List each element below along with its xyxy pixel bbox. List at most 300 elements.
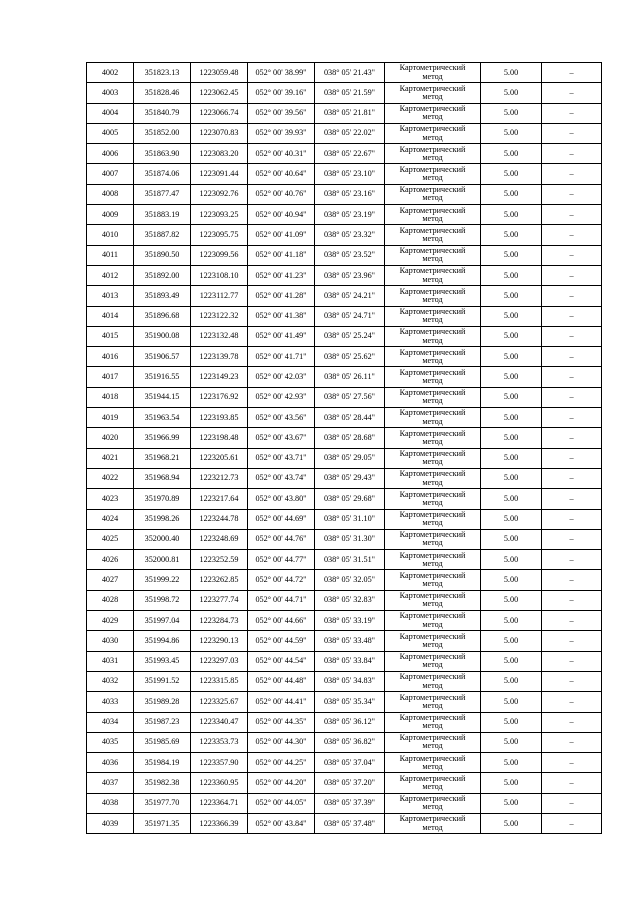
- table-row: [87, 611, 602, 631]
- x-coordinate-cell: 351998.26: [134, 509, 191, 529]
- method-line-1: Картометрический: [399, 205, 466, 215]
- note-cell: –: [542, 367, 602, 387]
- latitude-cell: 052° 00' 44.71": [248, 590, 315, 610]
- y-coordinate-cell: 1223066.74: [191, 103, 248, 123]
- method-line-2: метод: [422, 822, 443, 832]
- point-number-cell: 4012: [87, 265, 134, 285]
- method-cell: [385, 732, 481, 752]
- accuracy-cell: 5.00: [481, 367, 542, 387]
- x-coordinate-cell: 351893.49: [134, 286, 191, 306]
- accuracy-cell: 5.00: [481, 428, 542, 448]
- accuracy-cell: 5.00: [481, 184, 542, 204]
- method-line-2: метод: [422, 660, 443, 670]
- table-body: [87, 63, 602, 834]
- method-line-2: метод: [422, 599, 443, 609]
- table-row: [87, 590, 602, 610]
- accuracy-cell: 5.00: [481, 245, 542, 265]
- y-coordinate-cell: 1223108.10: [191, 265, 248, 285]
- method-line-1: Картометрический: [399, 367, 466, 377]
- method-cell: [385, 712, 481, 732]
- table-row: [87, 570, 602, 590]
- latitude-cell: 052° 00' 44.30": [248, 732, 315, 752]
- accuracy-cell: 5.00: [481, 103, 542, 123]
- method-line-2: метод: [422, 761, 443, 771]
- method-cell: [385, 367, 481, 387]
- latitude-cell: 052° 00' 43.71": [248, 448, 315, 468]
- longitude-cell: 038° 05' 27.56": [315, 387, 385, 407]
- longitude-cell: 038° 05' 26.11": [315, 367, 385, 387]
- x-coordinate-cell: 351993.45: [134, 651, 191, 671]
- x-coordinate-cell: 351999.22: [134, 570, 191, 590]
- point-number-cell: 4036: [87, 753, 134, 773]
- longitude-cell: 038° 05' 36.82": [315, 732, 385, 752]
- longitude-cell: 038° 05' 23.16": [315, 184, 385, 204]
- method-cell: [385, 570, 481, 590]
- accuracy-cell: 5.00: [481, 671, 542, 691]
- accuracy-cell: 5.00: [481, 529, 542, 549]
- longitude-cell: 038° 05' 21.59": [315, 83, 385, 103]
- accuracy-cell: 5.00: [481, 590, 542, 610]
- note-cell: –: [542, 164, 602, 184]
- point-number-cell: 4015: [87, 326, 134, 346]
- longitude-cell: 038° 05' 23.10": [315, 164, 385, 184]
- method-line-1: Картометрический: [399, 408, 466, 418]
- y-coordinate-cell: 1223132.48: [191, 326, 248, 346]
- x-coordinate-cell: 351863.90: [134, 144, 191, 164]
- method-cell: [385, 631, 481, 651]
- point-number-cell: 4025: [87, 529, 134, 549]
- method-line-1: Картометрический: [399, 286, 466, 296]
- x-coordinate-cell: 352000.81: [134, 550, 191, 570]
- y-coordinate-cell: 1223122.32: [191, 306, 248, 326]
- table-row: [87, 103, 602, 123]
- method-line-2: метод: [422, 477, 443, 487]
- latitude-cell: 052° 00' 40.64": [248, 164, 315, 184]
- table-row: [87, 631, 602, 651]
- x-coordinate-cell: 351828.46: [134, 83, 191, 103]
- point-number-cell: 4023: [87, 489, 134, 509]
- method-line-2: метод: [422, 234, 443, 244]
- x-coordinate-cell: 351982.38: [134, 773, 191, 793]
- note-cell: –: [542, 590, 602, 610]
- accuracy-cell: 5.00: [481, 712, 542, 732]
- method-line-1: Картометрический: [399, 509, 466, 519]
- accuracy-cell: 5.00: [481, 225, 542, 245]
- note-cell: –: [542, 326, 602, 346]
- longitude-cell: 038° 05' 25.62": [315, 347, 385, 367]
- method-line-2: метод: [422, 132, 443, 142]
- x-coordinate-cell: 351823.13: [134, 63, 191, 83]
- x-coordinate-cell: 351987.23: [134, 712, 191, 732]
- x-coordinate-cell: 351890.50: [134, 245, 191, 265]
- point-number-cell: 4027: [87, 570, 134, 590]
- method-cell: [385, 144, 481, 164]
- longitude-cell: 038° 05' 31.10": [315, 509, 385, 529]
- x-coordinate-cell: 351877.47: [134, 184, 191, 204]
- method-line-1: Картометрический: [399, 672, 466, 682]
- y-coordinate-cell: 1223205.61: [191, 448, 248, 468]
- table-row: [87, 63, 602, 83]
- method-cell: [385, 63, 481, 83]
- latitude-cell: 052° 00' 41.09": [248, 225, 315, 245]
- table-row: [87, 489, 602, 509]
- longitude-cell: 038° 05' 32.83": [315, 590, 385, 610]
- accuracy-cell: 5.00: [481, 448, 542, 468]
- method-line-1: Картометрический: [399, 530, 466, 540]
- longitude-cell: 038° 05' 28.68": [315, 428, 385, 448]
- method-line-2: метод: [422, 802, 443, 812]
- method-cell: [385, 793, 481, 813]
- method-cell: [385, 164, 481, 184]
- longitude-cell: 038° 05' 33.84": [315, 651, 385, 671]
- method-line-2: метод: [422, 193, 443, 203]
- note-cell: –: [542, 408, 602, 428]
- x-coordinate-cell: 351998.72: [134, 590, 191, 610]
- note-cell: –: [542, 611, 602, 631]
- y-coordinate-cell: 1223353.73: [191, 732, 248, 752]
- method-cell: [385, 529, 481, 549]
- longitude-cell: 038° 05' 24.21": [315, 286, 385, 306]
- latitude-cell: 052° 00' 42.03": [248, 367, 315, 387]
- method-line-2: метод: [422, 436, 443, 446]
- note-cell: –: [542, 123, 602, 143]
- table-row: [87, 164, 602, 184]
- y-coordinate-cell: 1223315.85: [191, 671, 248, 691]
- longitude-cell: 038° 05' 24.71": [315, 306, 385, 326]
- method-line-1: Картометрический: [399, 388, 466, 398]
- point-number-cell: 4034: [87, 712, 134, 732]
- note-cell: –: [542, 489, 602, 509]
- accuracy-cell: 5.00: [481, 387, 542, 407]
- note-cell: –: [542, 732, 602, 752]
- method-line-2: метод: [422, 112, 443, 122]
- method-line-2: метод: [422, 152, 443, 162]
- longitude-cell: 038° 05' 31.30": [315, 529, 385, 549]
- method-line-1: Картометрический: [399, 753, 466, 763]
- x-coordinate-cell: 351963.54: [134, 408, 191, 428]
- method-line-2: метод: [422, 639, 443, 649]
- method-cell: [385, 671, 481, 691]
- table-row: [87, 692, 602, 712]
- longitude-cell: 038° 05' 37.04": [315, 753, 385, 773]
- y-coordinate-cell: 1223277.74: [191, 590, 248, 610]
- note-cell: –: [542, 63, 602, 83]
- point-number-cell: 4020: [87, 428, 134, 448]
- y-coordinate-cell: 1223176.92: [191, 387, 248, 407]
- method-line-2: метод: [422, 619, 443, 629]
- note-cell: –: [542, 306, 602, 326]
- method-line-2: метод: [422, 91, 443, 101]
- note-cell: –: [542, 651, 602, 671]
- table-row: [87, 712, 602, 732]
- longitude-cell: 038° 05' 32.05": [315, 570, 385, 590]
- method-cell: [385, 692, 481, 712]
- latitude-cell: 052° 00' 43.74": [248, 468, 315, 488]
- point-number-cell: 4035: [87, 732, 134, 752]
- x-coordinate-cell: 351984.19: [134, 753, 191, 773]
- accuracy-cell: 5.00: [481, 83, 542, 103]
- latitude-cell: 052° 00' 44.59": [248, 631, 315, 651]
- method-line-1: Картометрический: [399, 246, 466, 256]
- point-number-cell: 4028: [87, 590, 134, 610]
- note-cell: –: [542, 671, 602, 691]
- x-coordinate-cell: 351852.00: [134, 123, 191, 143]
- method-cell: [385, 611, 481, 631]
- method-line-2: метод: [422, 457, 443, 467]
- note-cell: –: [542, 793, 602, 813]
- y-coordinate-cell: 1223325.67: [191, 692, 248, 712]
- method-line-1: Картометрический: [399, 449, 466, 459]
- note-cell: –: [542, 773, 602, 793]
- y-coordinate-cell: 1223360.95: [191, 773, 248, 793]
- note-cell: –: [542, 570, 602, 590]
- latitude-cell: 052° 00' 43.67": [248, 428, 315, 448]
- method-line-2: метод: [422, 416, 443, 426]
- x-coordinate-cell: 352000.40: [134, 529, 191, 549]
- method-line-1: Картометрический: [399, 164, 466, 174]
- method-cell: [385, 123, 481, 143]
- longitude-cell: 038° 05' 21.43": [315, 63, 385, 83]
- y-coordinate-cell: 1223099.56: [191, 245, 248, 265]
- note-cell: –: [542, 205, 602, 225]
- method-line-2: метод: [422, 254, 443, 264]
- point-number-cell: 4032: [87, 671, 134, 691]
- point-number-cell: 4031: [87, 651, 134, 671]
- latitude-cell: 052° 00' 44.54": [248, 651, 315, 671]
- method-line-1: Картометрический: [399, 185, 466, 195]
- longitude-cell: 038° 05' 21.81": [315, 103, 385, 123]
- longitude-cell: 038° 05' 33.19": [315, 611, 385, 631]
- method-cell: [385, 225, 481, 245]
- longitude-cell: 038° 05' 37.20": [315, 773, 385, 793]
- method-cell: [385, 773, 481, 793]
- method-line-1: Картометрический: [399, 773, 466, 783]
- method-line-2: метод: [422, 579, 443, 589]
- method-line-2: метод: [422, 355, 443, 365]
- latitude-cell: 052° 00' 44.77": [248, 550, 315, 570]
- method-line-1: Картометрический: [399, 428, 466, 438]
- method-line-2: метод: [422, 518, 443, 528]
- method-line-1: Картометрический: [399, 266, 466, 276]
- method-cell: [385, 347, 481, 367]
- note-cell: –: [542, 83, 602, 103]
- note-cell: –: [542, 813, 602, 833]
- longitude-cell: 038° 05' 25.24": [315, 326, 385, 346]
- longitude-cell: 038° 05' 23.96": [315, 265, 385, 285]
- method-line-1: Картометрический: [399, 570, 466, 580]
- method-line-1: Картометрический: [399, 794, 466, 804]
- accuracy-cell: 5.00: [481, 347, 542, 367]
- table-row: [87, 813, 602, 833]
- table-row: [87, 468, 602, 488]
- y-coordinate-cell: 1223340.47: [191, 712, 248, 732]
- accuracy-cell: 5.00: [481, 144, 542, 164]
- method-line-1: Картометрический: [399, 550, 466, 560]
- y-coordinate-cell: 1223070.83: [191, 123, 248, 143]
- latitude-cell: 052° 00' 39.56": [248, 103, 315, 123]
- table-row: [87, 448, 602, 468]
- method-cell: [385, 651, 481, 671]
- method-line-1: Картометрический: [399, 692, 466, 702]
- accuracy-cell: 5.00: [481, 468, 542, 488]
- latitude-cell: 052° 00' 38.99": [248, 63, 315, 83]
- y-coordinate-cell: 1223357.90: [191, 753, 248, 773]
- table-row: [87, 347, 602, 367]
- accuracy-cell: 5.00: [481, 286, 542, 306]
- longitude-cell: 038° 05' 29.68": [315, 489, 385, 509]
- method-cell: [385, 306, 481, 326]
- longitude-cell: 038° 05' 29.43": [315, 468, 385, 488]
- method-line-1: Картометрический: [399, 631, 466, 641]
- accuracy-cell: 5.00: [481, 550, 542, 570]
- y-coordinate-cell: 1223139.78: [191, 347, 248, 367]
- point-number-cell: 4030: [87, 631, 134, 651]
- method-line-2: метод: [422, 741, 443, 751]
- y-coordinate-cell: 1223284.73: [191, 611, 248, 631]
- method-line-1: Картометрический: [399, 814, 466, 824]
- point-number-cell: 4037: [87, 773, 134, 793]
- method-line-1: Картометрический: [399, 124, 466, 134]
- method-line-2: метод: [422, 376, 443, 386]
- accuracy-cell: 5.00: [481, 611, 542, 631]
- latitude-cell: 052° 00' 41.71": [248, 347, 315, 367]
- latitude-cell: 052° 00' 41.28": [248, 286, 315, 306]
- y-coordinate-cell: 1223112.77: [191, 286, 248, 306]
- note-cell: –: [542, 468, 602, 488]
- latitude-cell: 052° 00' 39.93": [248, 123, 315, 143]
- method-line-2: метод: [422, 782, 443, 792]
- table-row: [87, 671, 602, 691]
- y-coordinate-cell: 1223091.44: [191, 164, 248, 184]
- longitude-cell: 038° 05' 22.67": [315, 144, 385, 164]
- x-coordinate-cell: 351968.94: [134, 468, 191, 488]
- method-line-2: метод: [422, 315, 443, 325]
- y-coordinate-cell: 1223366.39: [191, 813, 248, 833]
- table-row: [87, 245, 602, 265]
- table-row: [87, 732, 602, 752]
- note-cell: –: [542, 225, 602, 245]
- accuracy-cell: 5.00: [481, 631, 542, 651]
- accuracy-cell: 5.00: [481, 793, 542, 813]
- accuracy-cell: 5.00: [481, 813, 542, 833]
- x-coordinate-cell: 351892.00: [134, 265, 191, 285]
- latitude-cell: 052° 00' 41.18": [248, 245, 315, 265]
- x-coordinate-cell: 351971.35: [134, 813, 191, 833]
- method-line-2: метод: [422, 558, 443, 568]
- table-row: [87, 793, 602, 813]
- longitude-cell: 038° 05' 35.34": [315, 692, 385, 712]
- note-cell: –: [542, 286, 602, 306]
- table-row: [87, 144, 602, 164]
- note-cell: –: [542, 347, 602, 367]
- method-line-2: метод: [422, 71, 443, 81]
- latitude-cell: 052° 00' 44.48": [248, 671, 315, 691]
- method-line-1: Картометрический: [399, 307, 466, 316]
- method-line-1: Картометрический: [399, 469, 466, 479]
- y-coordinate-cell: 1223198.48: [191, 428, 248, 448]
- note-cell: –: [542, 428, 602, 448]
- longitude-cell: 038° 05' 23.52": [315, 245, 385, 265]
- method-cell: [385, 286, 481, 306]
- y-coordinate-cell: 1223062.45: [191, 83, 248, 103]
- point-number-cell: 4010: [87, 225, 134, 245]
- longitude-cell: 038° 05' 33.48": [315, 631, 385, 651]
- y-coordinate-cell: 1223083.20: [191, 144, 248, 164]
- point-number-cell: 4009: [87, 205, 134, 225]
- method-line-1: Картометрический: [399, 489, 466, 499]
- x-coordinate-cell: 351916.55: [134, 367, 191, 387]
- y-coordinate-cell: 1223217.64: [191, 489, 248, 509]
- point-number-cell: 4029: [87, 611, 134, 631]
- table-row: [87, 367, 602, 387]
- point-number-cell: 4007: [87, 164, 134, 184]
- x-coordinate-cell: 351991.52: [134, 671, 191, 691]
- table-row: [87, 205, 602, 225]
- accuracy-cell: 5.00: [481, 773, 542, 793]
- x-coordinate-cell: 351840.79: [134, 103, 191, 123]
- method-line-2: метод: [422, 335, 443, 345]
- accuracy-cell: 5.00: [481, 123, 542, 143]
- accuracy-cell: 5.00: [481, 326, 542, 346]
- longitude-cell: 038° 05' 29.05": [315, 448, 385, 468]
- method-cell: [385, 753, 481, 773]
- method-line-2: метод: [422, 274, 443, 284]
- x-coordinate-cell: 351997.04: [134, 611, 191, 631]
- longitude-cell: 038° 05' 31.51": [315, 550, 385, 570]
- accuracy-cell: 5.00: [481, 306, 542, 326]
- x-coordinate-cell: 351883.19: [134, 205, 191, 225]
- point-number-cell: 4024: [87, 509, 134, 529]
- y-coordinate-cell: 1223092.76: [191, 184, 248, 204]
- method-line-2: метод: [422, 721, 443, 731]
- note-cell: –: [542, 712, 602, 732]
- point-number-cell: 4014: [87, 306, 134, 326]
- x-coordinate-cell: 351874.06: [134, 164, 191, 184]
- note-cell: –: [542, 387, 602, 407]
- point-number-cell: 4017: [87, 367, 134, 387]
- method-cell: [385, 184, 481, 204]
- method-line-2: метод: [422, 294, 443, 304]
- point-number-cell: 4002: [87, 63, 134, 83]
- point-number-cell: 4033: [87, 692, 134, 712]
- x-coordinate-cell: 351977.70: [134, 793, 191, 813]
- latitude-cell: 052° 00' 44.20": [248, 773, 315, 793]
- table-row: [87, 651, 602, 671]
- table-row: [87, 225, 602, 245]
- accuracy-cell: 5.00: [481, 692, 542, 712]
- method-line-1: Картометрический: [399, 347, 466, 357]
- latitude-cell: 052° 00' 43.80": [248, 489, 315, 509]
- method-cell: [385, 550, 481, 570]
- point-number-cell: 4016: [87, 347, 134, 367]
- latitude-cell: 052° 00' 44.72": [248, 570, 315, 590]
- accuracy-cell: 5.00: [481, 265, 542, 285]
- method-line-1: Картометрический: [399, 83, 466, 93]
- table-row: [87, 306, 602, 326]
- accuracy-cell: 5.00: [481, 205, 542, 225]
- table-row: [87, 83, 602, 103]
- accuracy-cell: 5.00: [481, 570, 542, 590]
- longitude-cell: 038° 05' 23.19": [315, 205, 385, 225]
- latitude-cell: 052° 00' 43.84": [248, 813, 315, 833]
- method-cell: [385, 205, 481, 225]
- method-cell: [385, 83, 481, 103]
- accuracy-cell: 5.00: [481, 489, 542, 509]
- latitude-cell: 052° 00' 44.41": [248, 692, 315, 712]
- x-coordinate-cell: 351994.86: [134, 631, 191, 651]
- method-cell: [385, 265, 481, 285]
- longitude-cell: 038° 05' 36.12": [315, 712, 385, 732]
